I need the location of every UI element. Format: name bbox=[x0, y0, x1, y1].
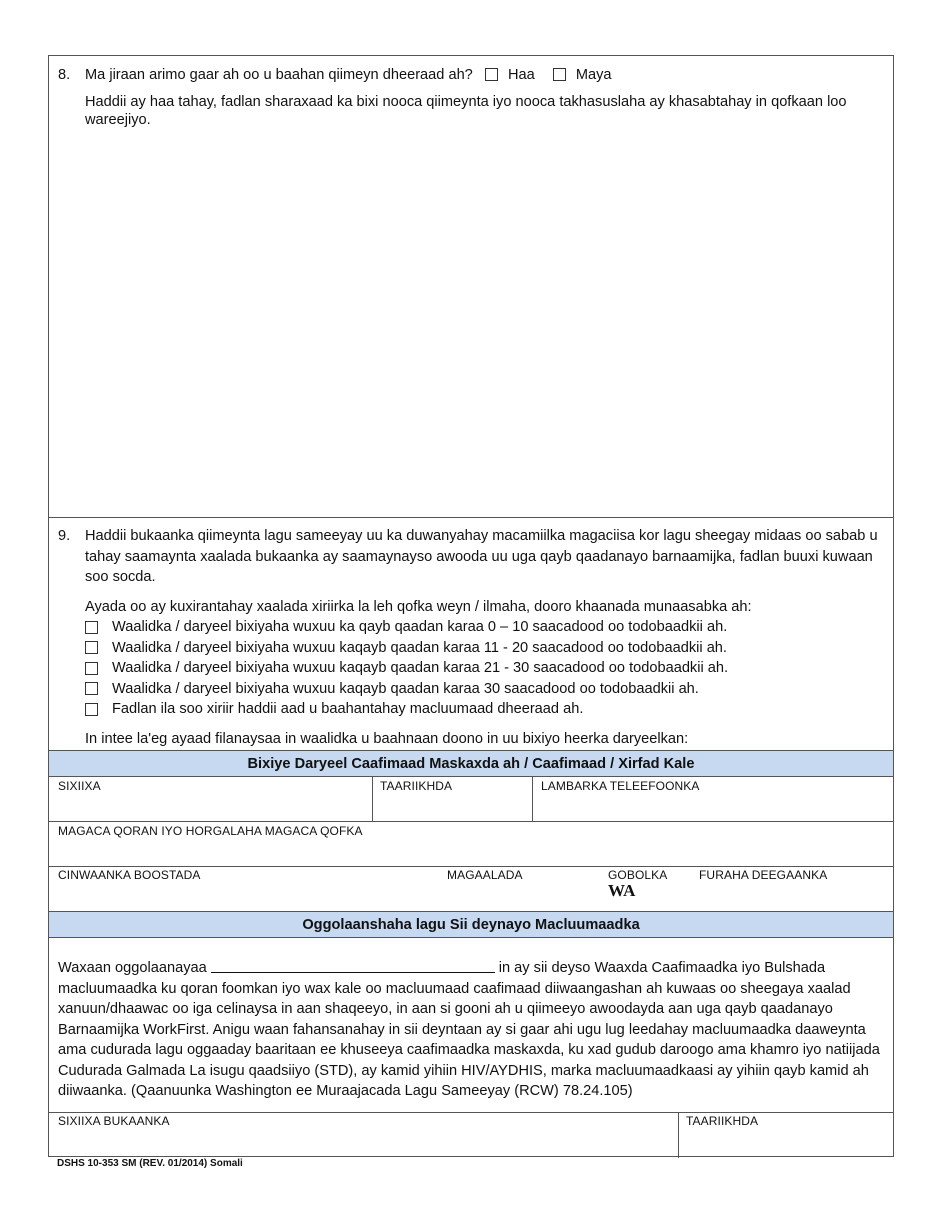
question-8-text: Ma jiraan arimo gaar ah oo u baahan qiimeyn dheeraad ah? bbox=[85, 67, 473, 83]
option-contact-me[interactable] bbox=[85, 699, 885, 720]
question-9-number: 9. bbox=[58, 528, 71, 544]
option-30-hours[interactable] bbox=[85, 679, 885, 700]
consent-name-field[interactable] bbox=[211, 958, 495, 973]
provider-date-label: TAARIIKHDA bbox=[380, 779, 453, 793]
question-8-number: 8. bbox=[58, 67, 71, 83]
question-8-instruction: Haddii ay haa tahay, fadlan sharaxaad ka bixi nooca qiimeynta iyo nooca takhasuslaha ay khasabtahay in qofkaan loo wareejiyo. bbox=[85, 94, 847, 128]
provider-zip-label: FURAHA DEEGAANKA bbox=[699, 868, 828, 882]
client-signature-field[interactable] bbox=[49, 1112, 678, 1158]
provider-address-field[interactable] bbox=[49, 866, 439, 911]
provider-state-value: WA bbox=[608, 881, 636, 900]
provider-address-label: CINWAANKA BOOSTADA bbox=[58, 868, 201, 882]
provider-name-label: MAGACA QORAN IYO HORGALAHA MAGACA QOFKA bbox=[58, 824, 363, 838]
question-9-closing: In intee la'eg ayaad filanaysaa in waalidka u baahnaan doono in uu bixiyo heerka daryeelkan: bbox=[85, 731, 689, 747]
option-checkbox[interactable] bbox=[85, 703, 98, 716]
no-label: Maya bbox=[575, 67, 612, 83]
consent-text-before: Waxaan oggolaanayaa bbox=[58, 960, 207, 976]
provider-zip-field[interactable] bbox=[694, 866, 895, 911]
client-signature-label: SIXIIXA BUKAANKA bbox=[58, 1114, 170, 1128]
option-label: Waalidka / daryeel bixiyaha wuxuu kaqayb qaadan karaa 30 saacadood oo todobaadkii ah. bbox=[112, 680, 699, 697]
provider-city-field[interactable] bbox=[439, 866, 607, 911]
option-checkbox[interactable] bbox=[85, 662, 98, 675]
form-frame bbox=[48, 55, 894, 1157]
consent-text-after: in ay sii deyso Waaxda Caafimaadka iyo Bulshada macluumaadka ku qoran foomkan iyo wax kale oo macluumaad caafimaad diiwaangashan ah kuwaas oo sheegaya xaalad xanuun/dhaawac oo iga celinaysa in aan shaqeeyo, in aan si gooni ah u qiimeeyo awoodayda aan uga qayb qaadanayo Barnaamijka WorkFirst. Anigu waan fahansanahay in sii deyntaan ay si gaar ahi ugu lug leedahay macluumaadka daaweynta ama cudurada lagu oggaaday baaritaan ee khuseeya caafimaadka maskaxda, ku xad gudub daroogo ama khamro iyo natiijada Cudurada Galmada La isugu qaadsiiyo (STD), ay kamid yihiin HIV/AYDHIS, marka macluumaadkaasi ay yihiin qayb kamid ah diiwaanka. (Qaanuunka Washington ee Muraajacada Lagu Sameeyay (RCW) 78.24.105) bbox=[58, 960, 880, 1099]
provider-signature-field[interactable] bbox=[49, 777, 372, 821]
option-checkbox[interactable] bbox=[85, 682, 98, 695]
provider-date-field[interactable] bbox=[372, 777, 532, 821]
provider-phone-field[interactable] bbox=[532, 777, 895, 821]
option-checkbox[interactable] bbox=[85, 621, 98, 634]
option-label: Waalidka / daryeel bixiyaha wuxuu kaqayb qaadan karaa 21 - 30 saacadood oo todobaadkii ah. bbox=[112, 660, 729, 676]
no-checkbox[interactable] bbox=[553, 68, 566, 81]
option-21-30-hours[interactable] bbox=[85, 658, 885, 679]
question-9-intro: Ayada oo ay kuxirantahay xaalada xiriirka la leh qofka weyn / ilmaha, dooro khaanada munaasabka ah: bbox=[85, 599, 752, 615]
divider bbox=[49, 517, 893, 518]
consent-section-header: Oggolaanshaha lagu Sii deynayo Macluumaadka bbox=[49, 911, 893, 938]
question-9-text: Haddii bukaanka qiimeynta lagu sameeyay uu ka duwanyahay macamiilka magaciisa kor lagu sheegay midaas oo sabab u tahay saamaynta xaalada bukaanka ay saamaynayso awooda uu uga qayb qaadanayo barnaamijka, fadlan buuxi kuwaan soo socda. bbox=[85, 528, 878, 585]
yes-checkbox[interactable] bbox=[485, 68, 498, 81]
option-0-10-hours[interactable] bbox=[85, 617, 885, 638]
option-label: Waalidka / daryeel bixiyaha wuxuu kaqayb qaadan karaa 11 - 20 saacadood oo todobaadkii ah. bbox=[112, 639, 727, 656]
consent-date-label: TAARIIKHDA bbox=[686, 1114, 759, 1128]
form-footer: DSHS 10-353 SM (REV. 01/2014) Somali bbox=[57, 1158, 243, 1169]
yes-label: Haa bbox=[507, 67, 535, 83]
option-label: Fadlan ila soo xiriir haddii aad u baahantahay macluumaad dheeraad ah. bbox=[112, 701, 584, 717]
option-label: Waalidka / daryeel bixiyaha wuxuu ka qayb qaadan karaa 0 – 10 saacadood oo todobaadkii ah. bbox=[112, 619, 728, 635]
provider-city-label: MAGAALADA bbox=[447, 868, 523, 882]
provider-state-label: GOBOLKA bbox=[608, 868, 668, 882]
question-9-options bbox=[85, 617, 885, 720]
provider-section-header: Bixiye Daryeel Caafimaad Maskaxda ah / Caafimaad / Xirfad Kale bbox=[49, 750, 893, 777]
question-8-answer-area[interactable] bbox=[85, 136, 885, 511]
provider-phone-label: LAMBARKA TELEEFOONKA bbox=[541, 779, 700, 793]
consent-text bbox=[58, 958, 888, 1102]
consent-date-field[interactable] bbox=[678, 1112, 895, 1158]
option-11-20-hours[interactable] bbox=[85, 638, 885, 659]
provider-signature-label: SIXIIXA bbox=[58, 779, 101, 793]
option-checkbox[interactable] bbox=[85, 641, 98, 654]
provider-name-field[interactable] bbox=[49, 821, 895, 866]
